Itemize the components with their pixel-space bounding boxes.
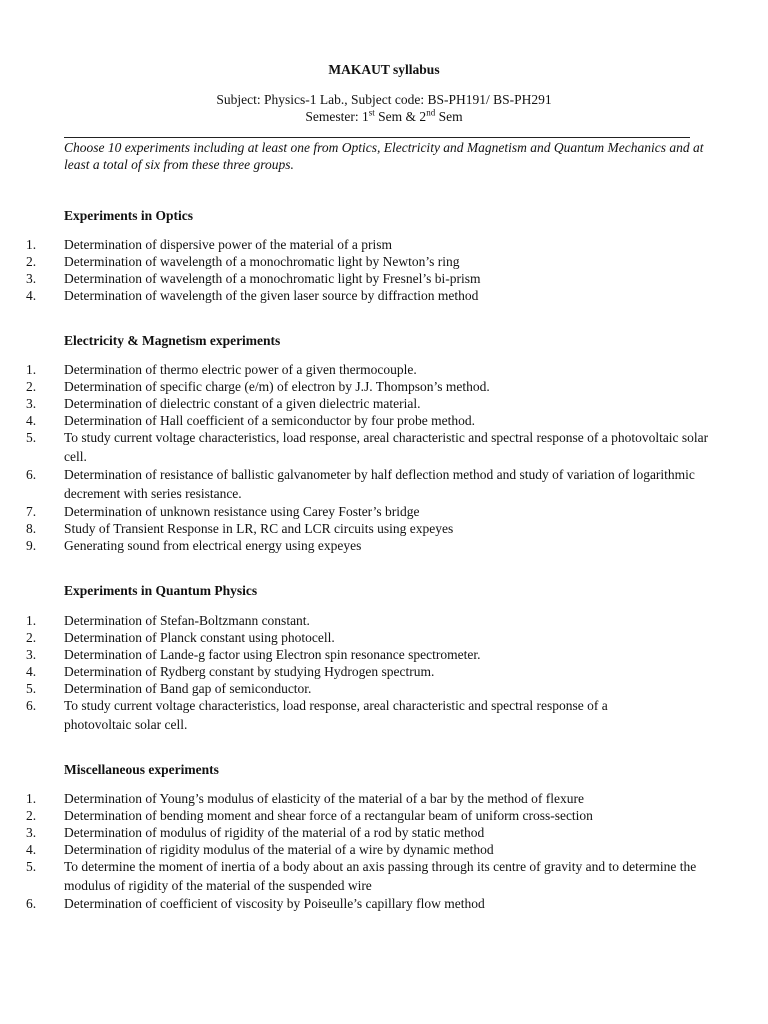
list-item bbox=[0, 807, 718, 824]
list-item bbox=[0, 503, 718, 520]
item-text: To determine the moment of inertia of a body about an axis passing through its centre of gravity and to determine the modulus of rigidity of the material of the suspended wire bbox=[64, 859, 697, 893]
item-number: 2. bbox=[26, 254, 37, 269]
list-item bbox=[0, 378, 718, 395]
item-number: 9. bbox=[26, 538, 37, 553]
item-number: 6. bbox=[26, 467, 37, 482]
item-text: Determination of wavelength of a monochromatic light by Fresnel’s bi-prism bbox=[64, 271, 481, 286]
quantum-physics-list bbox=[0, 612, 768, 734]
item-text: Determination of unknown resistance using Carey Foster’s bridge bbox=[64, 504, 420, 519]
miscellaneous-list bbox=[0, 790, 768, 912]
document-title: MAKAUT syllabus bbox=[328, 62, 440, 77]
item-number: 8. bbox=[26, 521, 37, 536]
list-item bbox=[0, 395, 718, 412]
list-item bbox=[0, 629, 718, 646]
list-item bbox=[0, 520, 718, 537]
item-text: Determination of coefficient of viscosity by Poiseulle’s capillary flow method bbox=[64, 896, 485, 911]
item-number: 1. bbox=[26, 237, 37, 252]
item-text: Determination of Lande-g factor using Electron spin resonance spectrometer. bbox=[64, 647, 481, 662]
optics-list bbox=[0, 236, 768, 304]
list-item bbox=[0, 646, 718, 663]
list-item bbox=[0, 537, 718, 554]
item-number: 2. bbox=[26, 379, 37, 394]
item-number: 1. bbox=[26, 791, 37, 806]
item-text: Determination of Hall coefficient of a semiconductor by four probe method. bbox=[64, 413, 475, 428]
item-number: 4. bbox=[26, 413, 37, 428]
item-text: To study current voltage characteristics, load response, areal characteristic and spectral response of a photovoltaic solar cell. bbox=[64, 430, 709, 464]
item-number: 5. bbox=[26, 681, 37, 696]
list-item bbox=[0, 270, 718, 287]
item-number: 6. bbox=[26, 698, 37, 713]
item-text: To study current voltage characteristics, load response, areal characteristic and spectral response of a photovoltaic solar cell. bbox=[64, 698, 608, 732]
list-item bbox=[0, 287, 718, 304]
list-item bbox=[0, 429, 718, 466]
item-number: 3. bbox=[26, 396, 37, 411]
semester-label: Semester: 1 bbox=[305, 109, 369, 124]
item-number: 5. bbox=[26, 430, 37, 445]
item-text: Generating sound from electrical energy using expeyes bbox=[64, 538, 362, 553]
item-number: 6. bbox=[26, 896, 37, 911]
semester-mid: Sem & 2 bbox=[374, 109, 427, 124]
list-item bbox=[0, 412, 718, 429]
horizontal-rule bbox=[64, 137, 690, 138]
item-text: Determination of wavelength of the given laser source by diffraction method bbox=[64, 288, 479, 303]
list-item bbox=[0, 824, 718, 841]
item-text: Determination of dielectric constant of a given dielectric material. bbox=[64, 396, 421, 411]
list-item bbox=[0, 858, 718, 895]
item-text: Determination of Planck constant using photocell. bbox=[64, 630, 335, 645]
item-number: 4. bbox=[26, 842, 37, 857]
list-item bbox=[0, 680, 718, 697]
item-number: 1. bbox=[26, 362, 37, 377]
item-number: 5. bbox=[26, 859, 37, 874]
item-text: Determination of wavelength of a monochromatic light by Newton’s ring bbox=[64, 254, 460, 269]
item-number: 3. bbox=[26, 271, 37, 286]
list-item bbox=[0, 790, 718, 807]
list-item bbox=[0, 895, 718, 912]
item-text: Determination of resistance of ballistic galvanometer by half deflection method and study of variation of logarithmic decrement with series resistance. bbox=[64, 467, 695, 501]
item-number: 3. bbox=[26, 647, 37, 662]
semester-line bbox=[0, 109, 768, 125]
list-item bbox=[0, 612, 718, 629]
semester-end: Sem bbox=[435, 109, 463, 124]
intro-instructions: Choose 10 experiments including at least one from Optics, Electricity and Magnetism and Quantum Mechanics and at least a total of six from these three groups. bbox=[64, 140, 704, 172]
semester-sup-2: nd bbox=[426, 107, 436, 118]
list-item bbox=[0, 236, 718, 253]
electricity-magnetism-list bbox=[0, 361, 768, 554]
list-item bbox=[0, 361, 718, 378]
item-text: Determination of Rydberg constant by studying Hydrogen spectrum. bbox=[64, 664, 435, 679]
list-item bbox=[0, 663, 718, 680]
list-item bbox=[0, 697, 624, 734]
item-text: Determination of dispersive power of the material of a prism bbox=[64, 237, 393, 252]
item-number: 2. bbox=[26, 630, 37, 645]
item-text: Study of Transient Response in LR, RC and LCR circuits using expeyes bbox=[64, 521, 454, 536]
section-heading-optics: Experiments in Optics bbox=[64, 208, 194, 223]
item-number: 7. bbox=[26, 504, 37, 519]
list-item bbox=[0, 466, 718, 503]
item-text: Determination of Band gap of semiconductor. bbox=[64, 681, 312, 696]
item-number: 3. bbox=[26, 825, 37, 840]
item-text: Determination of bending moment and shear force of a rectangular beam of uniform cross-section bbox=[64, 808, 593, 823]
section-heading-miscellaneous: Miscellaneous experiments bbox=[64, 762, 219, 777]
item-number: 4. bbox=[26, 664, 37, 679]
section-heading-electricity-magnetism: Electricity & Magnetism experiments bbox=[64, 333, 281, 348]
item-text: Determination of Stefan-Boltzmann constant. bbox=[64, 613, 310, 628]
item-text: Determination of Young’s modulus of elasticity of the material of a bar by the method of flexure bbox=[64, 791, 585, 806]
semester-sup-1: st bbox=[368, 107, 375, 118]
section-heading-quantum-physics: Experiments in Quantum Physics bbox=[64, 583, 258, 598]
item-number: 1. bbox=[26, 613, 37, 628]
list-item bbox=[0, 253, 718, 270]
item-text: Determination of rigidity modulus of the material of a wire by dynamic method bbox=[64, 842, 494, 857]
item-text: Determination of specific charge (e/m) of electron by J.J. Thompson’s method. bbox=[64, 379, 490, 394]
item-text: Determination of modulus of rigidity of the material of a rod by static method bbox=[64, 825, 485, 840]
item-number: 4. bbox=[26, 288, 37, 303]
item-text: Determination of thermo electric power of a given thermocouple. bbox=[64, 362, 417, 377]
list-item bbox=[0, 841, 718, 858]
item-number: 2. bbox=[26, 808, 37, 823]
subject-line: Subject: Physics-1 Lab., Subject code: BS-PH191/ BS-PH291 bbox=[216, 92, 552, 107]
